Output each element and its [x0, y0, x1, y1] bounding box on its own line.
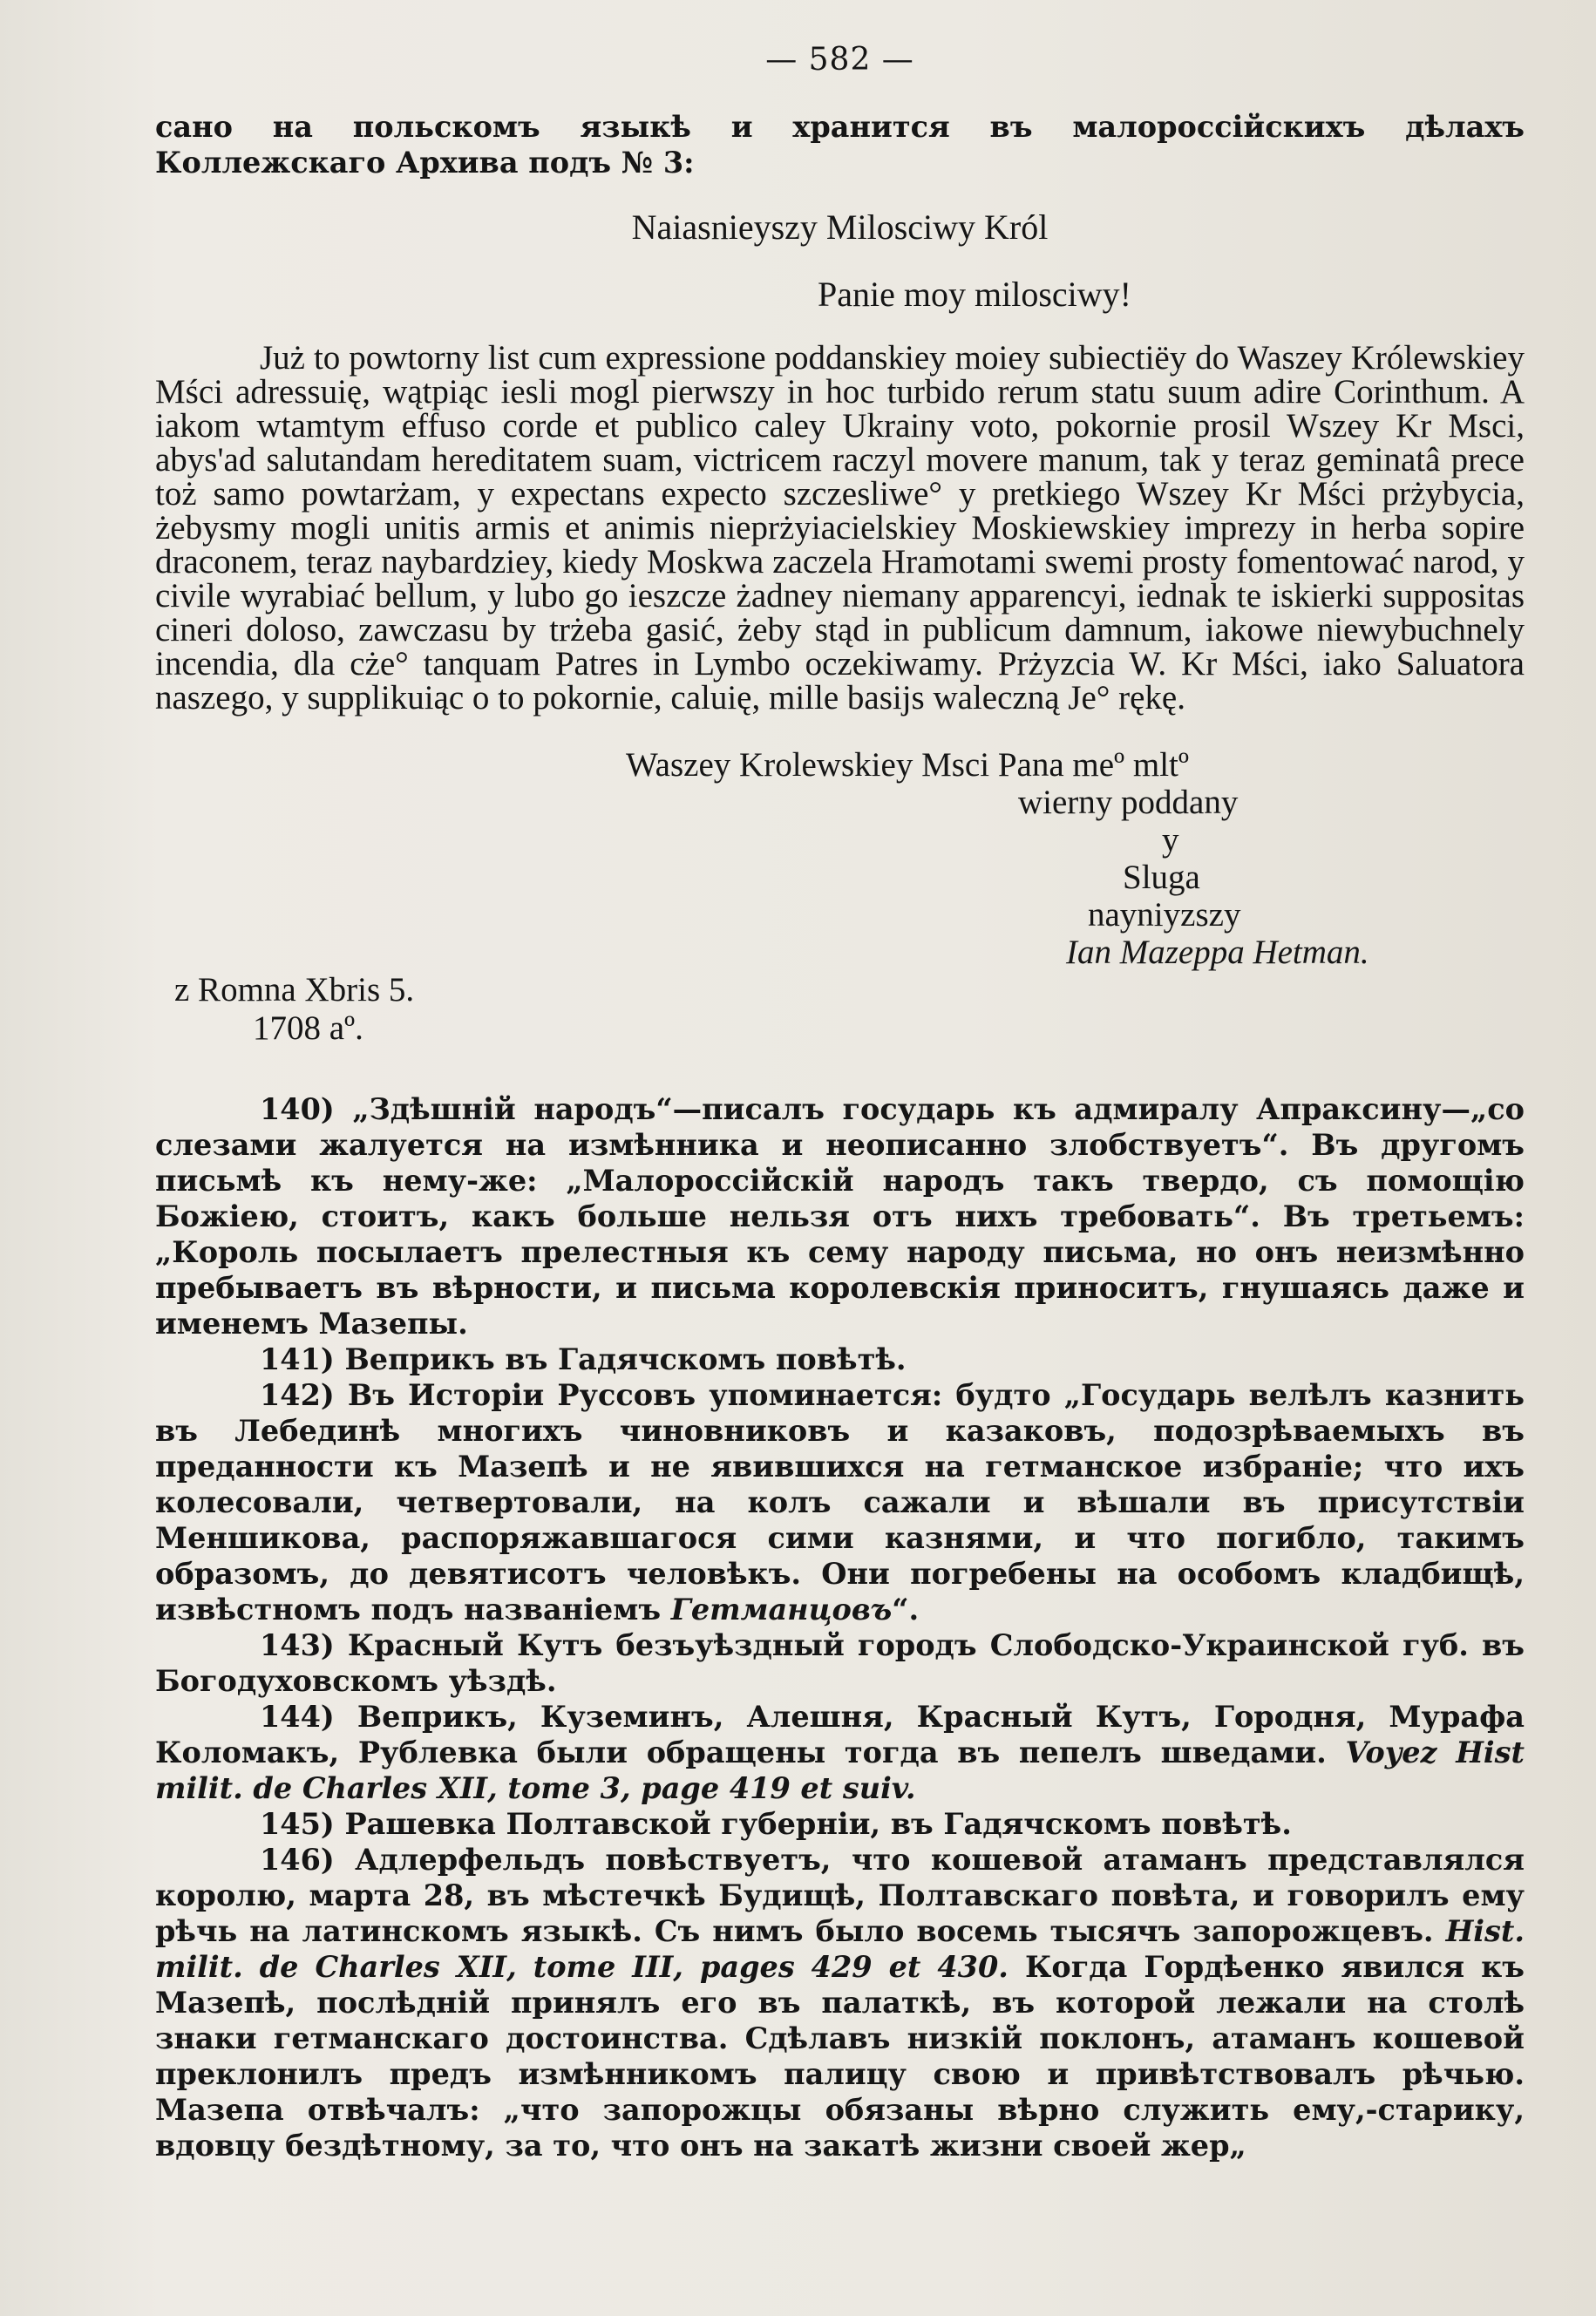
closing-line: Waszey Krolewskiey Msci Pana meº mltº	[626, 746, 1189, 784]
footnote: 144) Веприкъ, Куземинъ, Алешня, Красный Кутъ, Городня, Мурафа Коломакъ, Рублевка были обращены тогда въ пепелъ шведами. Voyez Hist milit. de Charles XII, tome 3, page 419 et suiv.	[155, 1700, 1525, 1805]
footnote: 141) Веприкъ въ Гадячскомъ повѣтѣ.	[260, 1342, 907, 1376]
letter-place-date	[155, 971, 1525, 1048]
signature: Ian Mazeppa Hetman.	[1066, 934, 1369, 971]
footnote: 146) Адлерфельдъ повѣствуетъ, что кошевой атаманъ представлялся королю, марта 28, въ мѣстечкѣ Будищѣ, Полтавскаго повѣта, и говорилъ ему рѣчь на латинскомъ языкѣ. Съ нимъ было восемь тысячъ запорожцевъ. Hist. milit. de Charles XII, tome III, pages 429 et 430. Когда Гордѣенко явился къ Мазепѣ, послѣдній принялъ его въ палаткѣ, въ которой лежали на столѣ знаки гетманскаго достоинства. Сдѣлавъ низкій поклонъ, атаманъ кошевой преклонилъ предъ измѣнникомъ палицу свою и привѣтствовалъ рѣчью. Мазепа отвѣчалъ: „что запорожцы обязаны вѣрно служить ему,-старику, вдовцу бездѣтному, за то, что онъ на закатѣ жизни своей жер„	[155, 1843, 1525, 2163]
footnote: 143) Красный Кутъ безъуѣздный городъ Слободско-Украинской губ. въ Богодуховскомъ уѣздѣ.	[155, 1628, 1525, 1698]
closing-line: wierny poddany	[1018, 784, 1239, 821]
letter-closing	[155, 746, 1525, 971]
footnote: 145) Рашевка Полтавской губерніи, въ Гадячскомъ повѣтѣ.	[260, 1807, 1292, 1841]
closing-line: nayniyzszy	[1088, 896, 1241, 934]
spacer	[155, 1048, 1525, 1091]
year-line: 1708 aº.	[253, 1009, 363, 1047]
letter-salutation: Naiasnieyszy Milosciwy Król	[631, 207, 1049, 247]
page-number: — 582 —	[765, 42, 914, 78]
intro-paragraph: сано на польскомъ языкѣ и хранится въ малороссійскихъ дѣлахъ Коллежскаго Архива подъ № 3:	[155, 110, 1525, 180]
footnote: 142) Въ Исторіи Руссовъ упоминается: будто „Государь велѣлъ казнить въ Лебединѣ многихъ чиновниковъ и казаковъ, подозрѣваемыхъ въ преданности къ Мазепѣ и не явившихся на гетманское избраніе; что ихъ колесовали, четвертовали, на колъ сажали и вѣшали въ присутствіи Меншикова, распоряжавшагося сими казнями, и что погибло, такимъ образомъ, до девятисотъ человѣкъ. Они погребены на особомъ кладбищѣ, извѣстномъ подъ названіемъ Гетманцовъ“.	[155, 1378, 1525, 1627]
letter-body: Już to powtorny list cum expressione poddanskiey moiey subiectiёy do Waszey Królewskiey Mści adressuię, wątpiąc iesli mogl pierwszy in hoc turbido rerum statu suum adire Corinthum. A iakom wtamtym effuso corde et publico caley Ukrainy voto, pokornie prosil Wszey Kr Msci, abys'ad salutandam hereditatem suam, victricem raczyl movere manum, tak y teraz geminatâ prece toż samo powtarżam, y expectans expecto szczesliwe° y pretkiego Wszey Kr Mści prżybycia, żebysmy mogli unitis armis et animis nieprżyiacielskiey Moskiewskiey imprezy in herba sopire draconem, teraz naybardziey, kiedy Moskwa zaczela Hramotami swemi prosty fomentować narod, y civile wyrabiać bellum, y lubo go ieszcze żadney niemany apparencyi, iednak te iskierki suppositas cineri doloso, zawczasu by trżeba gasić, żeby stąd in publicum damnum, iakowe niewybuchnely incendia, dla cże° tanquam Patres in Lymbo oczekiwamy. Prżyzcia W. Kr Mści, iako Saluatora naszego, y supplikuiąc o to pokornie, caluię, mille basijs waleczną Je° rękę.	[155, 339, 1525, 717]
closing-line: y	[1162, 821, 1179, 859]
letter-address: Panie moy milosciwy!	[818, 275, 1131, 314]
footnotes	[155, 1091, 1525, 2163]
closing-line: Sluga	[1123, 859, 1200, 896]
place-line: z Romna Xbris 5.	[174, 971, 415, 1009]
footnote: 140) „Здѣшній народъ“—писалъ государь къ адмиралу Апраксину—„со слезами жалуется на измѣнника и неописанно злобствуетъ“. Въ другомъ письмѣ къ нему-же: „Малороссійскій народъ такъ твердо, съ помощію Божіею, стоитъ, какъ больше нельзя отъ нихъ требовать“. Въ третьемъ: „Король посылаетъ прелестныя къ сему народу письма, но онъ неизмѣнно пребываетъ въ вѣрности, и письма королевскія приноситъ, гнушаясь даже и именемъ Мазепы.	[155, 1092, 1525, 1341]
